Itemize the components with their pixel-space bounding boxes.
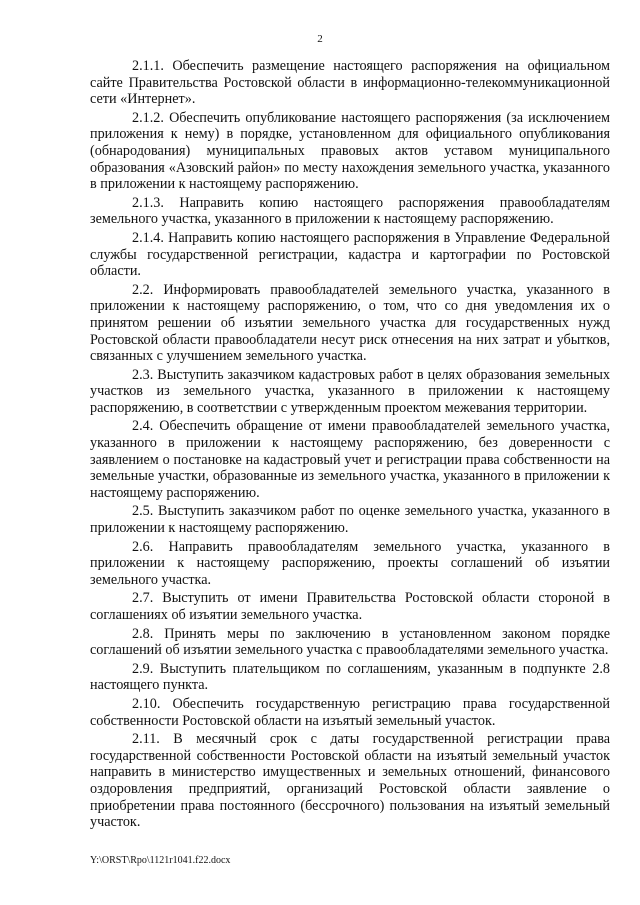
- paragraph-2-2: 2.2. Информировать правообладателей земельного участка, указанного в приложении к настоящему распоряжению, о том, что со дня уведомления их о принятом решении об изъятии земельного участка для государственных нужд Ростовской области правообладатели несут риск отнесения на них затрат и убытков, связанных с улучшением земельного участка.: [90, 281, 610, 365]
- paragraph-2-8: 2.8. Принять меры по заключению в установленном законом порядке соглашений об изъятии земельного участка с правообладателями земельного участка.: [90, 625, 610, 659]
- paragraph-2-11: 2.11. В месячный срок с даты государственной регистрации права государственной собственности Ростовской области на изъятый земельный участок направить в министерство имущественных и земельных отношений, финансового оздоровления предприятий, организаций Ростовской области заявление о приобретении права постоянного (бессрочного) пользования на изъятый земельный участок.: [90, 731, 610, 831]
- paragraph-2-1-3: 2.1.3. Направить копию настоящего распоряжения правообладателям земельного участка, указанного в приложении к настоящему распоряжению.: [90, 194, 610, 228]
- page-number: 2: [317, 33, 323, 45]
- paragraph-2-3: 2.3. Выступить заказчиком кадастровых работ в целях образования земельных участков из земельного участка, указанного в приложении к настоящему распоряжению, в соответствии с утвержденным проектом межевания территории.: [90, 366, 610, 416]
- paragraph-2-6: 2.6. Направить правообладателям земельного участка, указанного в приложении к настоящему распоряжению, проекты соглашений об изъятии земельного участка.: [90, 538, 610, 588]
- paragraph-2-1-4: 2.1.4. Направить копию настоящего распоряжения в Управление Федеральной службы государственной регистрации, кадастра и картографии по Ростовской области.: [90, 229, 610, 280]
- document-body: [90, 58, 610, 833]
- paragraph-2-5: 2.5. Выступить заказчиком работ по оценке земельного участка, указанного в приложении к настоящему распоряжению.: [90, 503, 610, 537]
- paragraph-2-4: 2.4. Обеспечить обращение от имени правообладателей земельного участка, указанного в приложении к настоящему распоряжению, без доверенности с заявлением о постановке на кадастровый учет и регистрации права собственности на земельные участки, образованные из земельного участка, указанного в приложении к настоящему распоряжению.: [90, 418, 610, 501]
- paragraph-2-10: 2.10. Обеспечить государственную регистрацию права государственной собственности Ростовской области на изъятый земельный участок.: [90, 695, 610, 729]
- paragraph-2-1-1: 2.1.1. Обеспечить размещение настоящего распоряжения на официальном сайте Правительства Ростовской области в информационно-телекоммуникационной сети «Интернет».: [90, 58, 610, 108]
- paragraph-2-7: 2.7. Выступить от имени Правительства Ростовской области стороной в соглашениях об изъятии земельного участка.: [90, 590, 610, 623]
- paragraph-2-9: 2.9. Выступить плательщиком по соглашениям, указанным в подпункте 2.8 настоящего пункта.: [90, 660, 610, 694]
- paragraph-2-1-2: 2.1.2. Обеспечить опубликование настоящего распоряжения (за исключением приложения к нему) в порядке, установленном для официального опубликования (обнародования) муниципальных правовых актов уставом муниципального образования «Азовский район» по месту нахождения земельного участка, указанного в приложении к настоящему распоряжению.: [90, 109, 610, 193]
- footer-file-path: Y:\ORST\Rpo\1121r1041.f22.docx: [90, 855, 231, 866]
